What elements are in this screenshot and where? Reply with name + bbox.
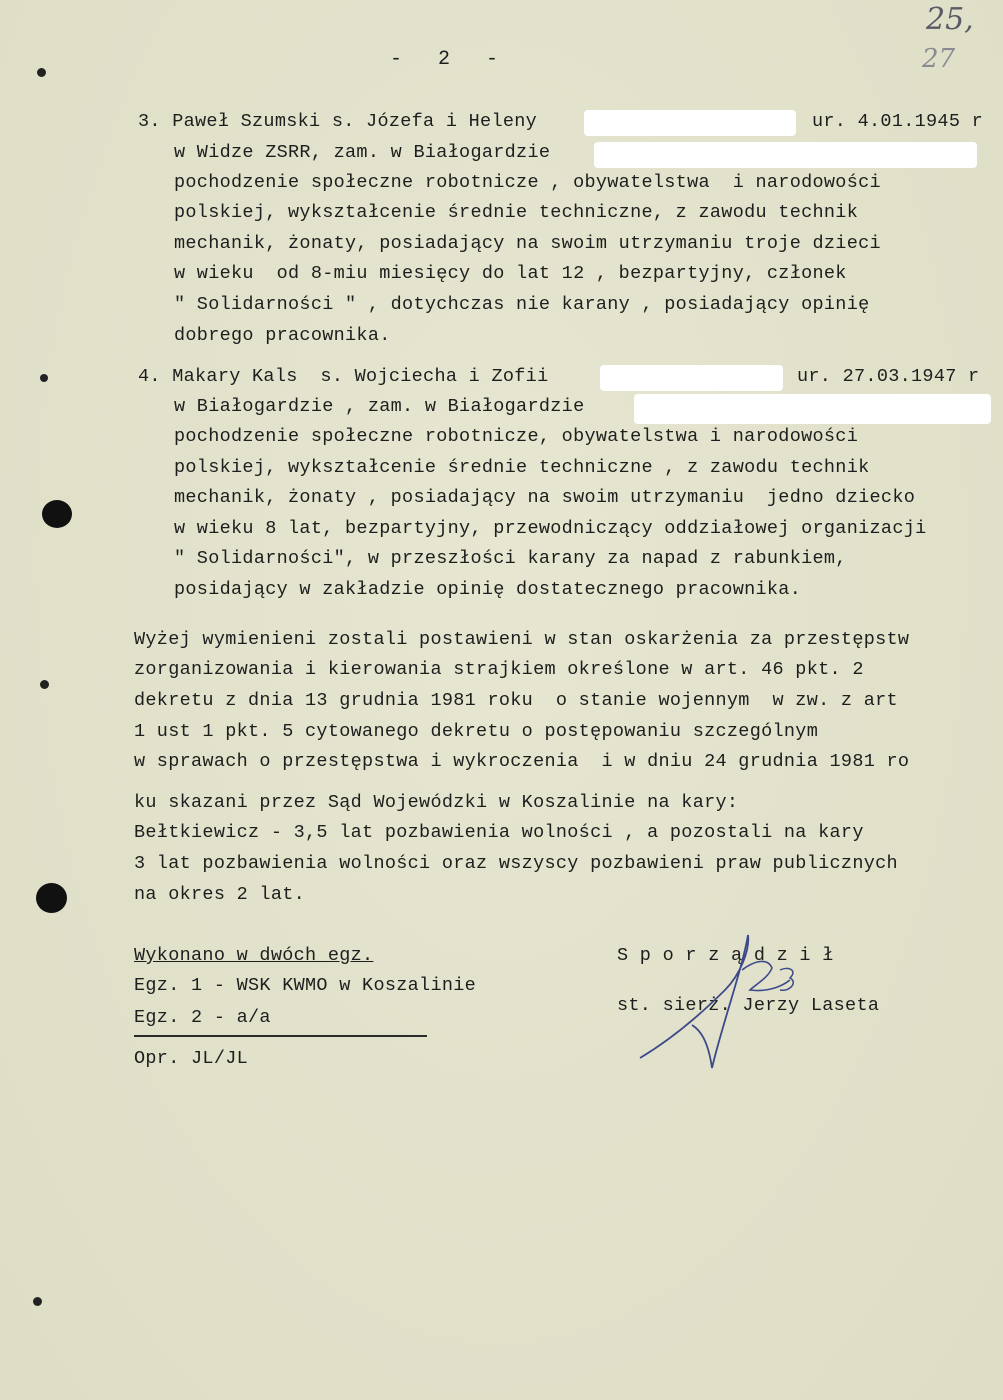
binder-hole <box>36 883 67 913</box>
item4-line-3: pochodzenie społeczne robotnicze, obywatelstwa i narodowości <box>174 426 859 447</box>
item3-line-6: w wieku od 8-miu miesięcy do lat 12 , bezpartyjny, członek <box>174 263 847 284</box>
distribution-heading: Wykonano w dwóch egz. <box>134 945 374 966</box>
item4-line-7: " Solidarności", w przeszłości karany za napad z rabunkiem, <box>174 548 847 569</box>
handwritten-archive-number: 25, <box>926 2 974 37</box>
item3-line-1: 3. Paweł Szumski s. Józefa i Heleny <box>138 111 538 132</box>
redaction-box <box>600 365 783 391</box>
item3-line-4: polskiej, wykształcenie średnie techniczne, z zawodu technik <box>174 202 859 223</box>
distribution-rule <box>134 1035 427 1037</box>
binder-mark <box>40 374 48 382</box>
item4-line-1: 4. Makary Kals s. Wojciecha i Zofii <box>138 366 549 387</box>
binder-hole <box>42 500 72 528</box>
summary-line-8: 3 lat pozbawienia wolności oraz wszyscy pozbawieni praw publicznych <box>134 853 898 874</box>
item4-line-4: polskiej, wykształcenie średnie techniczne , z zawodu technik <box>174 457 870 478</box>
summary-line-4: 1 ust 1 pkt. 5 cytowanego dekretu o postępowaniu szczególnym <box>134 721 819 742</box>
redaction-box <box>584 110 796 136</box>
item4-birth: ur. 27.03.1947 r <box>797 366 980 387</box>
binder-mark <box>37 68 46 77</box>
summary-line-3: dekretu z dnia 13 grudnia 1981 roku o stanie wojennym w zw. z art <box>134 690 898 711</box>
signature-name: st. sierż. Jerzy Laseta <box>617 995 880 1016</box>
item3-line-7: " Solidarności " , dotychczas nie karany , posiadający opinię <box>174 294 870 315</box>
summary-line-9: na okres 2 lat. <box>134 884 306 905</box>
handwritten-signature <box>630 930 820 1075</box>
summary-line-2: zorganizowania i kierowania strajkiem określone w art. 46 pkt. 2 <box>134 659 864 680</box>
summary-line-1: Wyżej wymienieni zostali postawieni w stan oskarżenia za przestępstw <box>134 629 910 650</box>
summary-line-7: Bełtkiewicz - 3,5 lat pozbawienia wolności , a pozostali na kary <box>134 822 864 843</box>
handwritten-archive-subnumber: 27 <box>922 44 956 74</box>
item4-line-2: w Białogardzie , zam. w Białogardzie <box>174 396 585 417</box>
item3-birth: ur. 4.01.1945 r <box>812 111 984 132</box>
signature-label: S p o r z ą d z i ł <box>617 945 834 966</box>
item3-line-8: dobrego pracownika. <box>174 325 391 346</box>
distribution-copy-1: Egz. 1 - WSK KWMO w Koszalinie <box>134 975 477 996</box>
item4-line-8: posidający w zakładzie opinię dostatecznego pracownika. <box>174 579 802 600</box>
item3-line-3: pochodzenie społeczne robotnicze , obywatelstwa i narodowości <box>174 172 881 193</box>
binder-mark <box>33 1297 42 1306</box>
item4-line-5: mechanik, żonaty , posiadający na swoim utrzymaniu jedno dziecko <box>174 487 916 508</box>
redaction-box <box>634 394 991 424</box>
item3-line-5: mechanik, żonaty, posiadający na swoim utrzymaniu troje dzieci <box>174 233 881 254</box>
summary-line-5: w sprawach o przestępstwa i wykroczenia i w dniu 24 grudnia 1981 ro <box>134 751 910 772</box>
item4-line-6: w wieku 8 lat, bezpartyjny, przewodniczący oddziałowej organizacji <box>174 518 927 539</box>
summary-line-6: ku skazani przez Sąd Wojewódzki w Koszalinie na kary: <box>134 792 739 813</box>
redaction-box <box>594 142 977 168</box>
page-number: - 2 - <box>390 48 511 71</box>
distribution-copy-2: Egz. 2 - a/a <box>134 1007 271 1028</box>
prepared-by: Opr. JL/JL <box>134 1048 249 1069</box>
binder-mark <box>40 680 49 689</box>
item3-line-2: w Widze ZSRR, zam. w Białogardzie <box>174 142 551 163</box>
